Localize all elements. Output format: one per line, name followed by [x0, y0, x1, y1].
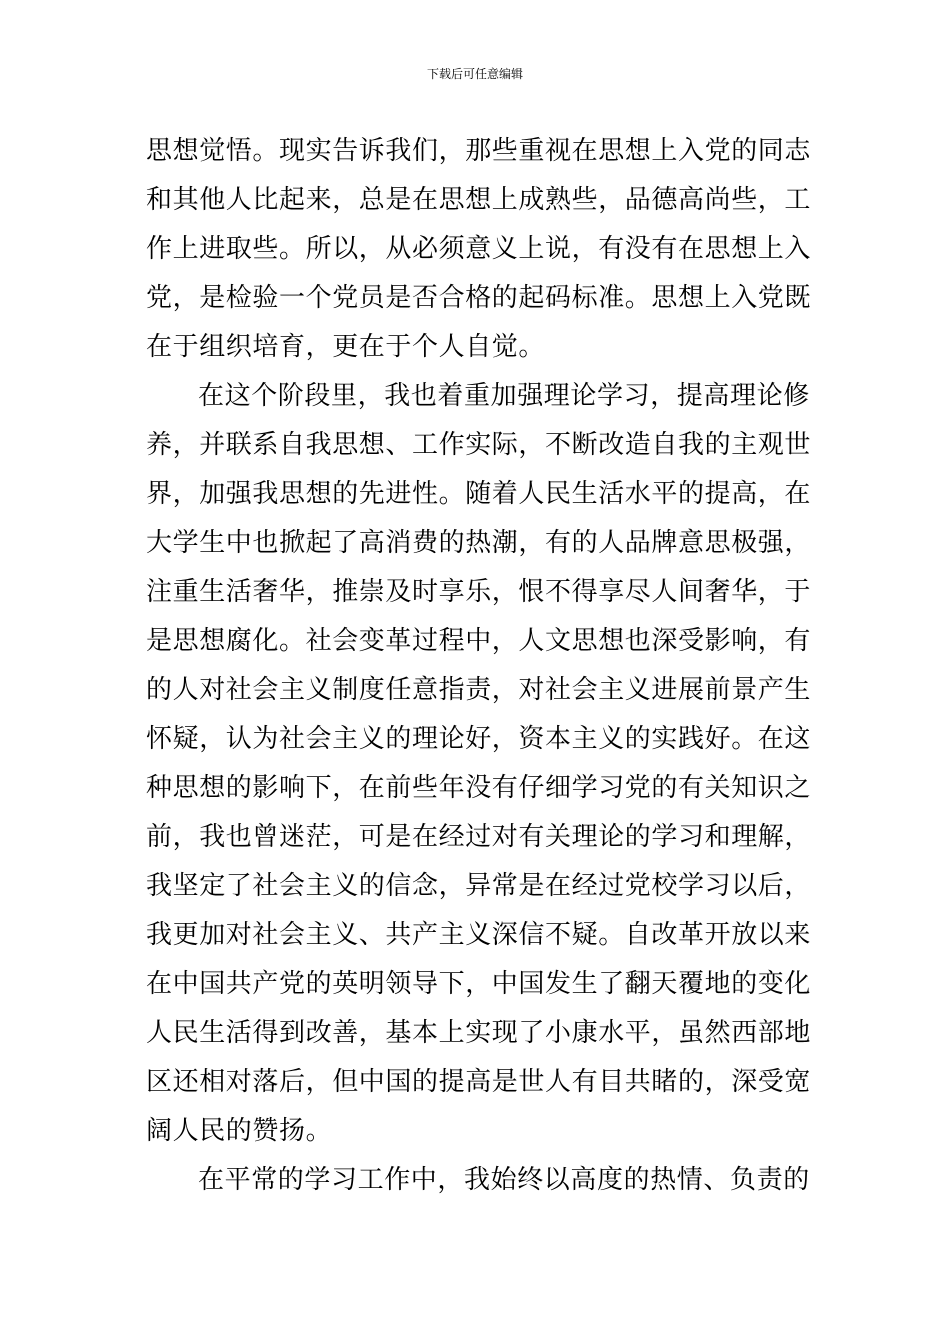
text-line: 在这个阶段里，我也着重加强理论学习，提高理论修 [198, 381, 810, 411]
text-line: 大学生中也掀起了高消费的热潮，有的人品牌意思极强， [146, 528, 812, 558]
document-body [146, 127, 812, 1205]
text-line: 界，加强我思想的先进性。随着人民生活水平的提高，在 [146, 479, 812, 509]
text-line: 和其他人比起来，总是在思想上成熟些，品德高尚些，工 [146, 185, 812, 215]
paragraph-3 [146, 1156, 808, 1205]
text-line: 阔人民的赞扬。 [146, 1116, 333, 1146]
text-line: 作上进取些。所以，从必须意义上说，有没有在思想上入 [146, 234, 812, 264]
text-line: 我坚定了社会主义的信念，异常是在经过党校学习以后， [146, 871, 812, 901]
text-line: 党，是检验一个党员是否合格的起码标准。思想上入党既 [146, 283, 812, 313]
text-line: 在中国共产党的英明领导下，中国发生了翻天覆地的变化 [146, 969, 812, 999]
text-line: 养，并联系自我思想、工作实际，不断改造自我的主观世 [146, 430, 812, 460]
text-line: 人民生活得到改善，基本上实现了小康水平，虽然西部地 [146, 1018, 812, 1048]
text-line: 种思想的影响下，在前些年没有仔细学习党的有关知识之 [146, 773, 812, 803]
text-line: 在于组织培育，更在于个人自觉。 [146, 332, 546, 362]
text-line: 区还相对落后，但中国的提高是世人有目共睹的，深受宽 [146, 1067, 812, 1097]
text-line: 注重生活奢华，推崇及时享乐，恨不得享尽人间奢华，于 [146, 577, 812, 607]
text-line: 思想觉悟。现实告诉我们，那些重视在思想上入党的同志 [146, 136, 812, 166]
text-line: 在平常的学习工作中，我始终以高度的热情、负责的 [198, 1165, 810, 1195]
text-line: 怀疑，认为社会主义的理论好，资本主义的实践好。在这 [146, 724, 812, 754]
paragraph-2 [146, 372, 812, 1156]
paragraph-1 [146, 127, 812, 372]
text-line: 的人对社会主义制度任意指责，对社会主义进展前景产生 [146, 675, 812, 705]
page-header: 下载后可任意编辑 [426, 67, 523, 81]
text-line: 我更加对社会主义、共产主义深信不疑。自改革开放以来 [146, 920, 812, 950]
text-line: 是思想腐化。社会变革过程中，人文思想也深受影响，有 [146, 626, 812, 656]
text-line: 前，我也曾迷茫，可是在经过对有关理论的学习和理解， [146, 822, 812, 852]
